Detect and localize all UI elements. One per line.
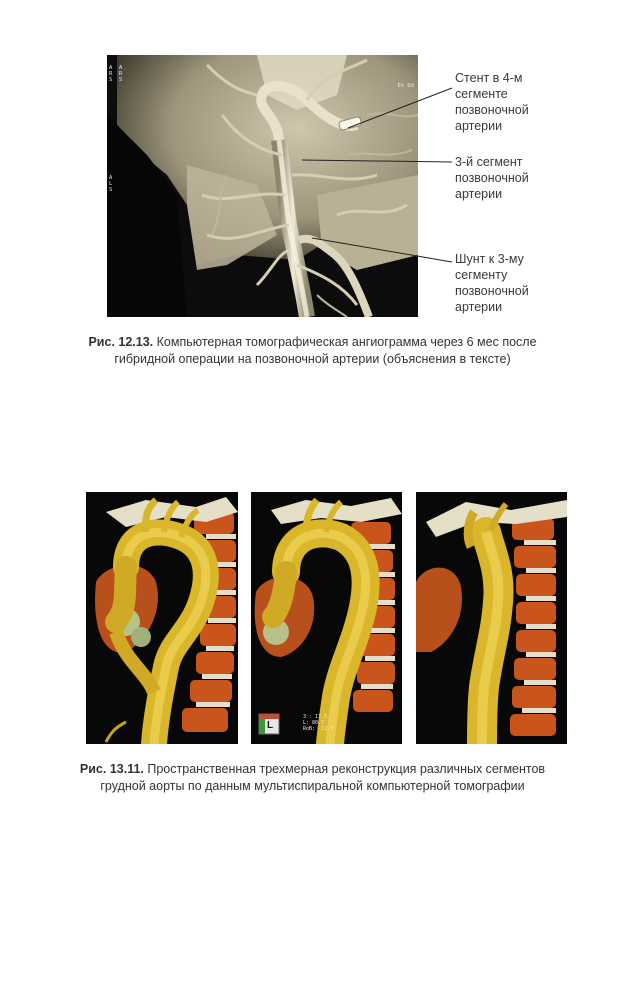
caption-label: Рис. 12.13. — [88, 335, 154, 349]
scan-overlay-text-side: A L S — [109, 175, 113, 193]
aorta-reconstruction-panel-3 — [416, 492, 567, 744]
annotation-line: Шунт к 3-му — [455, 252, 524, 266]
caption-line-2: грудной аорты по данным мультиспиральной компьютерной томографии — [100, 779, 525, 793]
annotation-line: позвоночной — [455, 171, 529, 185]
caption-label: Рис. 13.11. — [79, 762, 144, 776]
figure-caption-12-13 — [50, 334, 575, 368]
caption-line-1 — [50, 334, 575, 351]
annotation-shunt — [455, 251, 529, 315]
scan-overlay-text-left: A A R R S S — [109, 65, 123, 83]
annotation-line: позвоночной — [455, 103, 529, 117]
leader-line-segment3 — [302, 160, 452, 162]
annotation-line: Стент в 4-м — [455, 71, 523, 85]
annotation-stent — [455, 70, 529, 134]
orientation-cube-letter: L — [267, 720, 274, 731]
annotation-line: сегменте — [455, 87, 508, 101]
annotation-segment3 — [455, 154, 529, 202]
readout-line: 3 : 17.5 — [303, 714, 328, 720]
aorta-drawing-1 — [86, 492, 238, 744]
aorta-reconstruction-panel-2 — [251, 492, 402, 744]
annotation-line: сегменту — [455, 268, 508, 282]
aorta-reconstruction-panel-1 — [86, 492, 238, 744]
annotation-line: позвоночной — [455, 284, 529, 298]
scan-readout — [303, 714, 333, 732]
annotation-line: артерии — [455, 119, 503, 133]
caption-text: Компьютерная томографическая ангиограмма через 6 мес после — [156, 335, 537, 349]
leader-line-stent — [348, 88, 452, 128]
figure-caption-13-11 — [40, 761, 585, 795]
caption-line-2: гибридной операции на позвоночной артерии (объяснения в тексте) — [114, 352, 511, 366]
annotation-line: артерии — [455, 187, 503, 201]
aorta-drawing-3 — [416, 492, 567, 744]
readout-line: L: 80.7 — [303, 720, 325, 726]
annotation-line: 3-й сегмент — [455, 155, 523, 169]
scan-overlay-text-right: Ex Od — [397, 83, 414, 89]
readout-line: RoB: -12.5 — [303, 726, 334, 732]
annotation-line: артерии — [455, 300, 503, 314]
caption-line-1 — [40, 761, 585, 778]
aorta-drawing-2 — [251, 492, 402, 744]
caption-text: Пространственная трехмерная реконструкция различных сегментов — [147, 762, 546, 776]
leader-line-shunt — [312, 238, 452, 262]
